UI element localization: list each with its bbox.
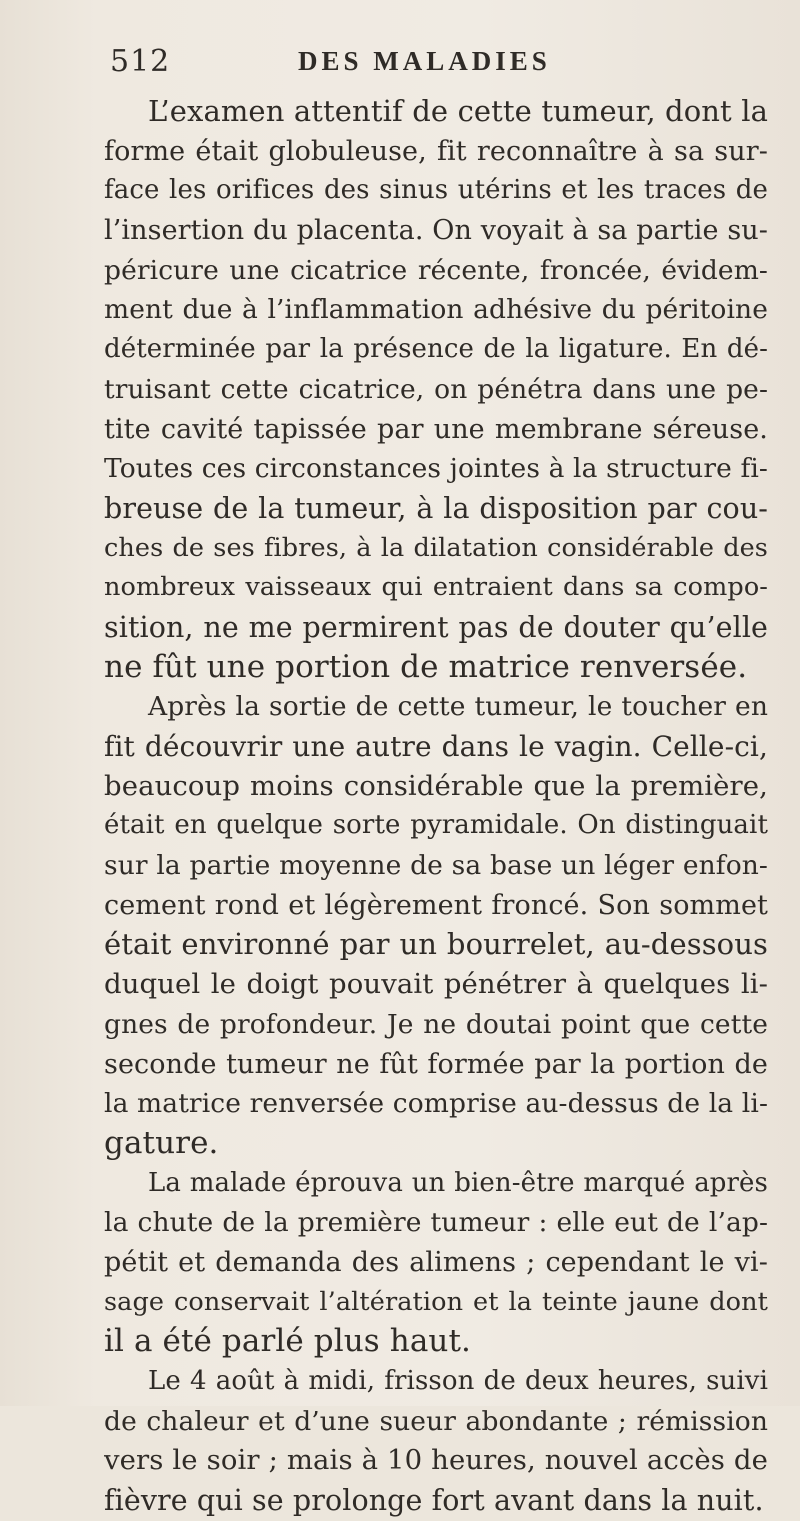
text-line: déterminée par la présence de la ligature. En dé- xyxy=(104,334,768,365)
text-line: fit découvrir une autre dans le vagin. Celle-ci, xyxy=(104,730,768,763)
text-line: L’examen attentif de cette tumeur, dont la xyxy=(148,94,768,128)
page-header xyxy=(110,44,770,84)
text-line: nombreux vaisseaux qui entraient dans sa compo- xyxy=(104,572,768,603)
text-line: seconde tumeur ne fût formée par la portion de xyxy=(104,1048,768,1080)
text-line: sition, ne me permirent pas de douter qu’elle xyxy=(104,610,768,644)
text-line: la matrice renversée comprise au-dessus de la li- xyxy=(104,1088,768,1120)
text-line: de chaleur et d’une sueur abondante ; rémission xyxy=(104,1405,768,1437)
text-line: sur la partie moyenne de sa base un léger enfon- xyxy=(104,850,768,882)
text-line: beaucoup moins considérable que la première, xyxy=(104,769,768,802)
text-line: tite cavité tapissée par une membrane séreuse. xyxy=(104,413,768,445)
text-line: gnes de profondeur. Je ne doutai point que cette xyxy=(104,1008,768,1040)
text-line: la chute de la première tumeur : elle eut de l’ap- xyxy=(104,1207,768,1239)
text-line: était en quelque sorte pyramidale. On distinguait xyxy=(104,810,768,841)
text-line: La malade éprouva un bien-être marqué après xyxy=(148,1167,768,1198)
text-line: ne fût une portion de matrice renversée. xyxy=(104,648,748,685)
text-line: forme était globuleuse, fit reconnaître à sa sur- xyxy=(104,135,768,167)
text-line: vers le soir ; mais à 10 heures, nouvel accès de xyxy=(104,1444,768,1477)
text-line: gature. xyxy=(104,1124,219,1161)
text-line: face les orifices des sinus utérins et les traces de xyxy=(104,175,768,206)
text-line: duquel le doigt pouvait pénétrer à quelques li- xyxy=(104,968,768,1001)
text-line: pétit et demanda des alimens ; cependant le vi- xyxy=(104,1246,768,1278)
body-text xyxy=(104,92,768,1521)
text-line: sage conservait l’altération et la teinte jaune dont xyxy=(104,1286,768,1317)
text-line: il a été parlé plus haut. xyxy=(104,1323,471,1360)
text-line: était environné par un bourrelet, au-dessous xyxy=(104,927,768,962)
text-line: ment due à l’inflammation adhésive du péritoine xyxy=(104,294,768,326)
page-number: 512 xyxy=(110,44,171,79)
text-line: Le 4 août à midi, frisson de deux heures, suivi xyxy=(148,1366,768,1396)
text-line: ches de ses fibres, à la dilatation considérable des xyxy=(104,532,768,563)
text-line: cement rond et légèrement froncé. Son sommet xyxy=(104,889,768,921)
text-line: l’insertion du placenta. On voyait à sa partie su- xyxy=(104,215,768,247)
text-line: Toutes ces circonstances jointes à la structure fi- xyxy=(104,453,768,485)
text-line: Après la sortie de cette tumeur, le toucher en xyxy=(148,691,768,723)
running-title: DES MALADIES xyxy=(298,46,551,76)
text-line: fièvre qui se prolonge fort avant dans la nuit. xyxy=(104,1484,764,1518)
text-line: truisant cette cicatrice, on pénétra dans une pe- xyxy=(104,373,768,405)
text-line: breuse de la tumeur, à la disposition par cou- xyxy=(104,491,768,525)
text-line: péricure une cicatrice récente, froncée, évidem- xyxy=(104,254,768,286)
